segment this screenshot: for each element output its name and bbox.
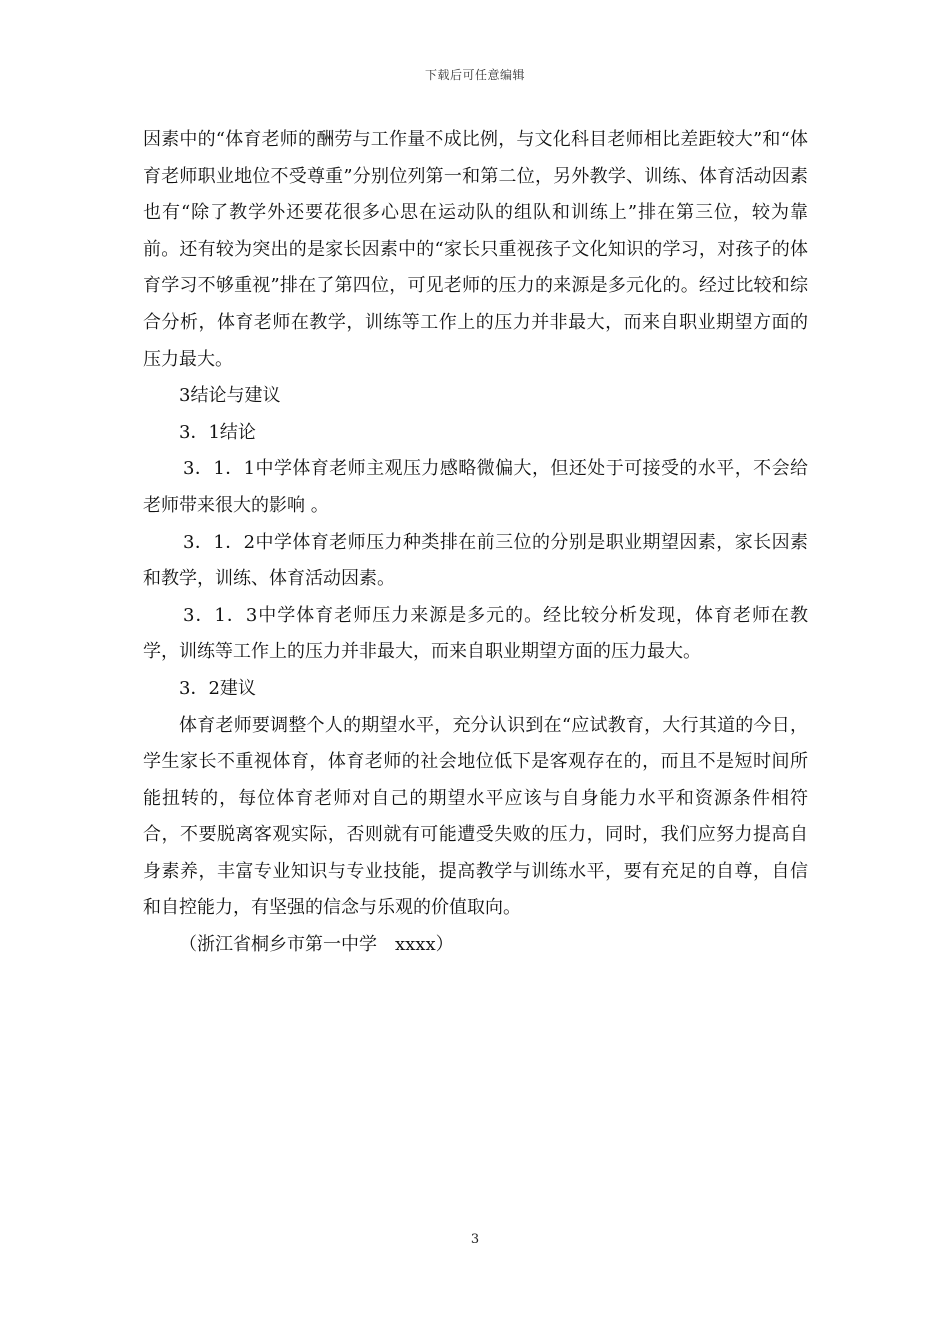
page-number: 3 [470,1232,480,1247]
paragraph-conclusion-3: 3．1．3中学体育老师压力来源是多元的。经比较分析发现，体育老师在教学，训练等工作上的压力并非最大，而来自职业期望方面的压力最大。 [143,604,808,663]
page-header: 下载后可任意编辑 [424,68,525,82]
paragraph-suggestions: 体育老师要调整个人的期望水平，充分认识到在“应试教育，大行其道的今日，学生家长不重视体育，体育老师的社会地位低下是客观存在的，而且不是短时间所能扭转的，每位体育老师对自己的期望水平应该与自身能力水平和资源条件相符合，不要脱离客观实际，否则就有可能遭受失败的压力，同时，我们应努力提高自身素养，丰富专业知识与专业技能，提高教学与训练水平，要有充足的自尊，自信和自控能力，有坚强的信念与乐观的价值取向。 [143,714,808,919]
paragraph-conclusion-1: 3．1．1中学体育老师主观压力感略微偏大，但还处于可接受的水平，不会给老师带来很大的影响 。 [143,458,808,516]
subsection-heading-suggestions: 3．2建议 [179,677,256,699]
subsection-heading-conclusions: 3．1结论 [179,421,256,443]
author-affiliation: （浙江省桐乡市第一中学 xxxx） [179,934,454,956]
article-body [143,122,808,964]
paragraph-conclusion-2: 3．1．2中学体育老师压力种类排在前三位的分别是职业期望因素，家长因素和教学，训练、体育活动因素。 [143,531,808,590]
paragraph-continuation: 因素中的“体育老师的酬劳与工作量不成比例，与文化科目老师相比差距较大”和“体育老师职业地位不受尊重”分别位列第一和第二位，另外教学、训练、体育活动因素也有“除了教学外还要花很多心思在运动队的组队和训练上”排在第三位，较为靠前。还有较为突出的是家长因素中的“家长只重视孩子文化知识的学习，对孩子的体育学习不够重视”排在了第四位，可见老师的压力的来源是多元化的。经过比较和综合分析，体育老师在教学，训练等工作上的压力并非最大，而来自职业期望方面的压力最大。 [143,129,808,370]
section-heading-conclusions-and-suggestions: 3结论与建议 [179,385,281,407]
